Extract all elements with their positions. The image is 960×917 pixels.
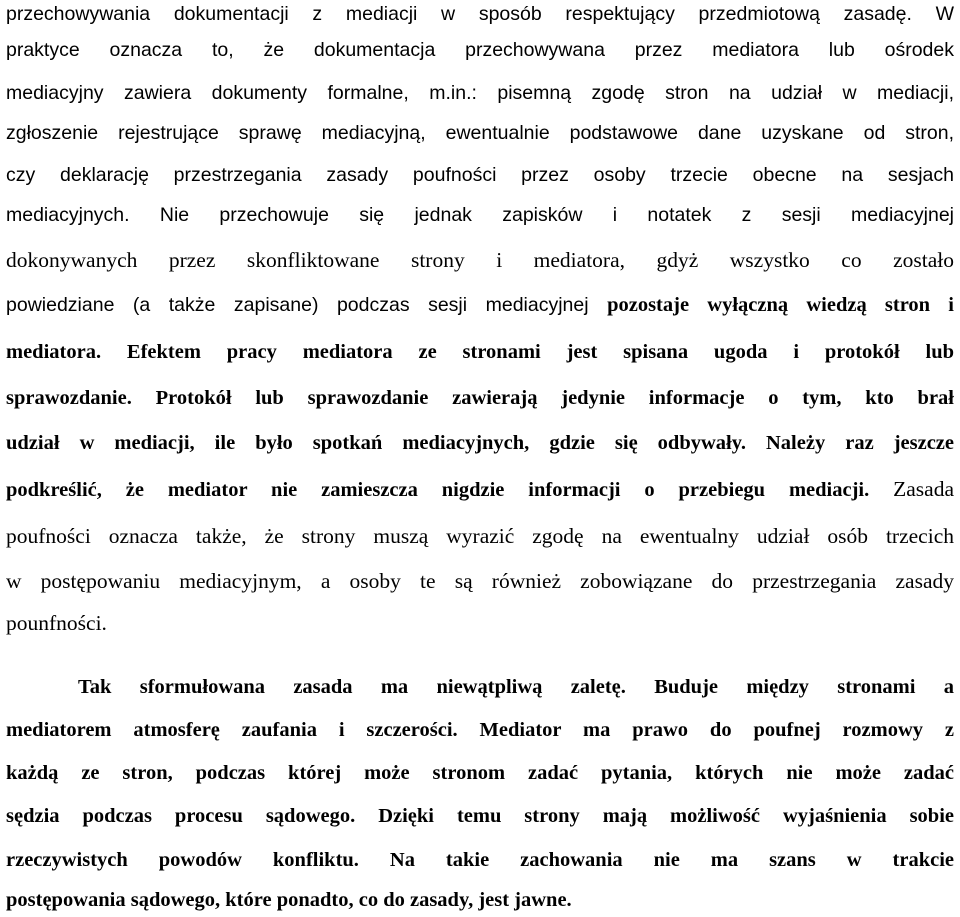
text-run: każdą ze stron, podczas której może stronom zadać pytania, których nie może zadać (6, 762, 954, 784)
text-run: przechowywania dokumentacji z mediacji w sposób respektujący przedmiotową zasadę. W (6, 3, 954, 25)
text-run: pozostaje wyłączną wiedzą stron i (607, 294, 954, 316)
text-run: pounfności. (6, 611, 107, 635)
paragraph1-line (6, 78, 954, 108)
text-run: mediatorem atmosferę zaufania i szczerości. Mediator ma prawo do poufnej rozmowy z (6, 719, 954, 741)
text-run: mediacyjny zawiera dokumenty formalne, m.in.: pisemną zgodę stron na udział w mediacji, (6, 82, 954, 104)
paragraph2-line (6, 801, 954, 831)
paragraph1-line (6, 290, 954, 320)
text-run: udział w mediacji, ile było spotkań mediacyjnych, gdzie się odbywały. Należy raz jeszcze (6, 432, 954, 454)
text-run: praktyce oznacza to, że dokumentacja przechowywana przez mediatora lub ośrodek (6, 39, 954, 61)
text-run: rzeczywistych powodów konfliktu. Na takie zachowania nie ma szans w trakcie (6, 849, 954, 871)
text-run: mediatora. Efektem pracy mediatora ze stronami jest spisana ugoda i protokół lub (6, 341, 954, 363)
paragraph1-line (6, 521, 954, 551)
text-run: sprawozdanie. Protokół lub sprawozdanie zawierają jedynie informacje o tym, kto brał (6, 387, 954, 409)
paragraph1-line (6, 383, 954, 413)
text-run: postępowania sądowego, które ponadto, co do zasady, jest jawne. (6, 889, 572, 911)
text-run: powiedziane (a także zapisane) podczas sesji mediacyjnej (6, 294, 608, 316)
paragraph1-line (6, 35, 954, 65)
paragraph2-line (6, 845, 954, 875)
text-run: dokonywanych przez skonfliktowane strony i mediatora, gdyż wszystko co zostało (6, 248, 954, 272)
paragraph1-line (6, 566, 954, 596)
text-run: Tak sformułowana zasada ma niewątpliwą zaletę. Buduje między stronami a (78, 676, 954, 698)
paragraph1-line (6, 474, 954, 504)
paragraph2-line (78, 672, 954, 702)
paragraph2-line (6, 715, 954, 745)
paragraph1-line (6, 608, 954, 638)
text-run: poufności oznacza także, że strony muszą wyrazić zgodę na ewentualny udział osób trzecich (6, 524, 954, 548)
text-run: podkreślić, że mediator nie zamieszcza nigdzie informacji o przebiegu mediacji. (6, 479, 894, 501)
paragraph1-line (6, 118, 954, 148)
text-run: Zasada (893, 477, 954, 501)
text-run: w postępowaniu mediacyjnym, a osoby te są również zobowiązane do przestrzegania zasady (6, 569, 954, 593)
text-run: zgłoszenie rejestrujące sprawę mediacyjną, ewentualnie podstawowe dane uzyskane od stron, (6, 122, 954, 144)
paragraph1-line (6, 200, 954, 230)
paragraph1-line (6, 0, 954, 29)
paragraph1-line (6, 160, 954, 190)
text-run: mediacyjnych. Nie przechowuje się jednak zapisków i notatek z sesji mediacyjnej (6, 204, 954, 226)
paragraph2-line (6, 758, 954, 788)
paragraph1-line (6, 428, 954, 458)
paragraph1-line (6, 245, 954, 275)
text-run: czy deklarację przestrzegania zasady poufności przez osoby trzecie obecne na sesjach (6, 164, 954, 186)
paragraph1-line (6, 337, 954, 367)
text-run: sędzia podczas procesu sądowego. Dzięki temu strony mają możliwość wyjaśnienia sobie (6, 805, 954, 827)
paragraph2-line (6, 885, 954, 915)
